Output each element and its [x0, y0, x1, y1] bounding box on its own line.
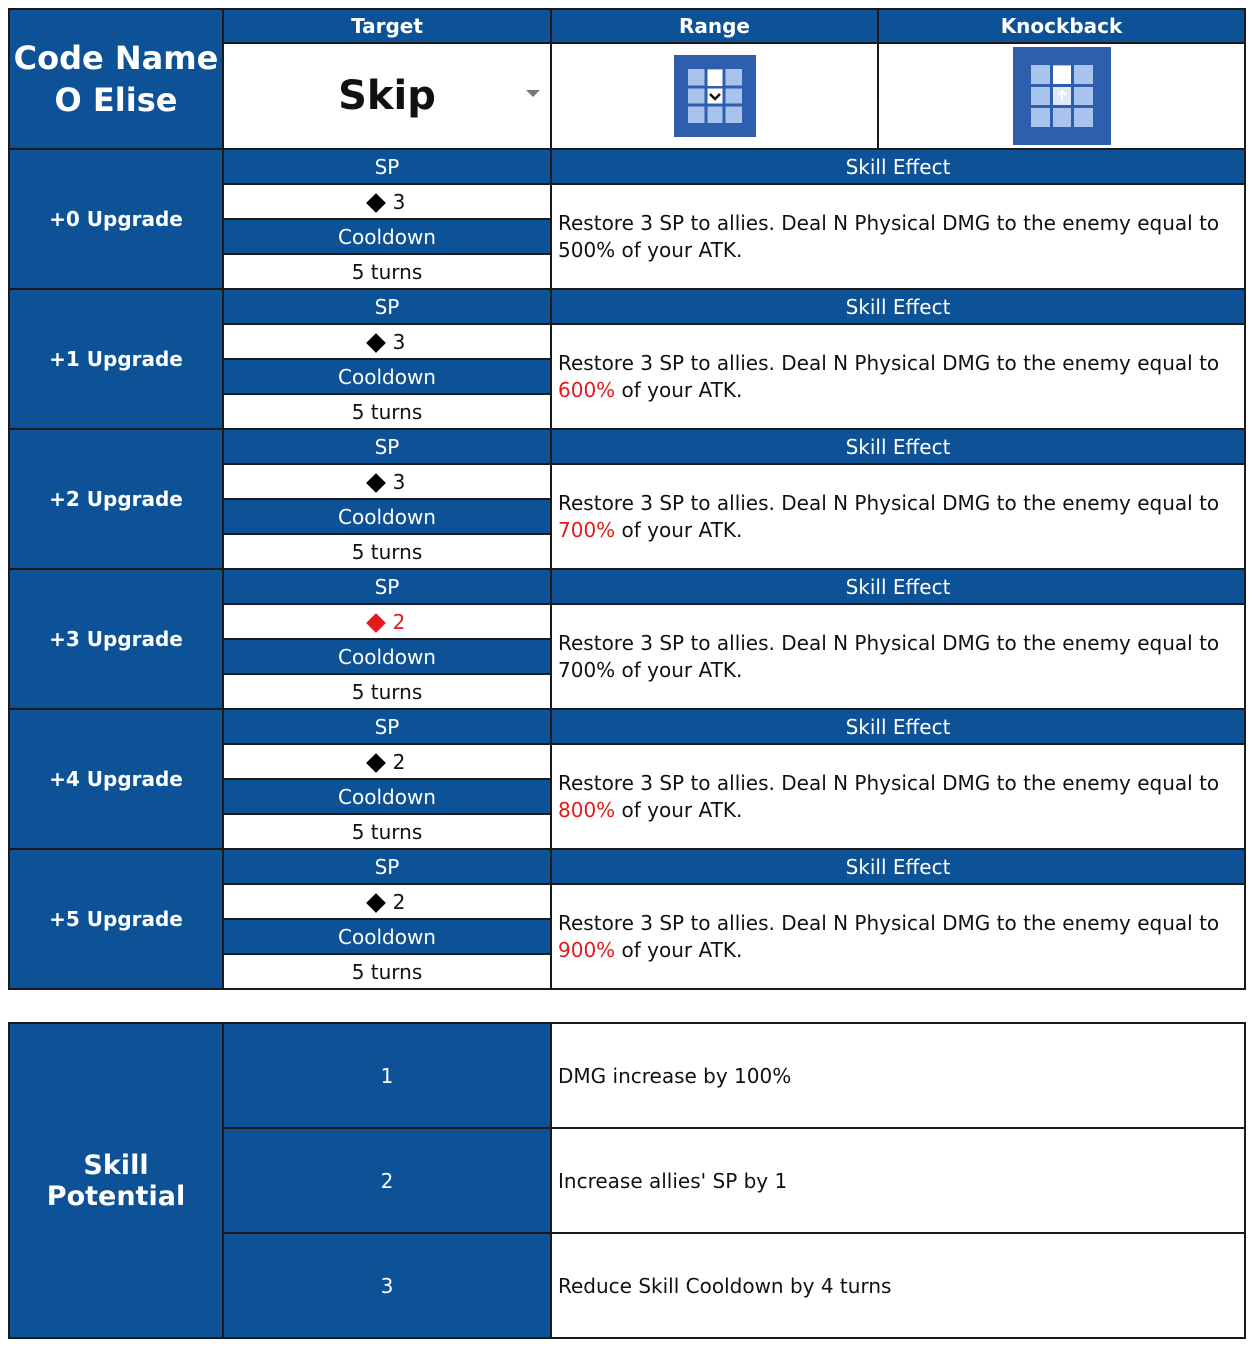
cooldown-header: Cooldown: [223, 639, 551, 674]
skill-effect-header: Skill Effect: [551, 149, 1245, 184]
effect-text-start: Restore 3 SP to allies. Deal N Physical DMG to the enemy equal to: [558, 630, 1220, 655]
effect-text-start: Restore 3 SP to allies. Deal N Physical DMG to the enemy equal to: [558, 350, 1220, 375]
range-header: Range: [551, 9, 878, 43]
effect-text-end: of your ATK.: [615, 377, 743, 402]
cooldown-value: 5 turns: [223, 254, 551, 289]
potential-num-3: 3: [223, 1233, 551, 1338]
sp-diamond-icon: [366, 193, 386, 213]
sp-header: SP: [223, 849, 551, 884]
dropdown-caret-icon[interactable]: [526, 90, 540, 97]
effect-percentage: 700%: [558, 517, 616, 542]
knockback-cell: [878, 43, 1245, 149]
upgrade-label: +3 Upgrade: [9, 569, 223, 709]
sp-diamond-icon: [366, 893, 386, 913]
skill-effect-header: Skill Effect: [551, 849, 1245, 884]
upgrade-label: +4 Upgrade: [9, 709, 223, 849]
effect-text-start: Restore 3 SP to allies. Deal N Physical DMG to the enemy equal to: [558, 210, 1220, 235]
skill-table: [8, 8, 1246, 990]
upgrade-label: +1 Upgrade: [9, 289, 223, 429]
effect-percentage: 800%: [558, 797, 616, 822]
skill-effect-header: Skill Effect: [551, 569, 1245, 604]
sp-cost-cell: [223, 464, 551, 499]
effect-percentage: 600%: [558, 377, 616, 402]
potential-num-2: 2: [223, 1128, 551, 1233]
range-grid-down-arrow-icon: [674, 55, 756, 137]
sp-cost-cell: [223, 604, 551, 639]
cooldown-value: 5 turns: [223, 814, 551, 849]
skill-effect-text: [551, 604, 1245, 709]
sp-header: SP: [223, 149, 551, 184]
sp-cost-value: 3: [392, 329, 406, 354]
effect-text-start: Restore 3 SP to allies. Deal N Physical DMG to the enemy equal to: [558, 910, 1220, 935]
skill-effect-text: [551, 184, 1245, 289]
cooldown-value: 5 turns: [223, 534, 551, 569]
sp-diamond-icon: [366, 613, 386, 633]
sp-cost-value: 2: [392, 609, 406, 634]
cooldown-header: Cooldown: [223, 359, 551, 394]
sp-cost-cell: [223, 184, 551, 219]
skill-effect-text: [551, 744, 1245, 849]
potential-text-3: Reduce Skill Cooldown by 4 turns: [551, 1233, 1245, 1338]
skill-potential-label: Skill Potential: [9, 1023, 223, 1338]
potential-num-1: 1: [223, 1023, 551, 1128]
effect-percentage: 900%: [558, 937, 616, 962]
sp-diamond-icon: [366, 473, 386, 493]
skill-effect-header: Skill Effect: [551, 709, 1245, 744]
sp-header: SP: [223, 569, 551, 604]
cooldown-value: 5 turns: [223, 674, 551, 709]
cooldown-value: 5 turns: [223, 954, 551, 989]
effect-text-end: of your ATK.: [615, 237, 743, 262]
upgrade-label: +5 Upgrade: [9, 849, 223, 989]
skill-effect-header: Skill Effect: [551, 289, 1245, 324]
sp-cost-cell: [223, 884, 551, 919]
effect-text-end: of your ATK.: [615, 797, 743, 822]
knockback-grid-up-arrow-icon: [1013, 47, 1111, 145]
skill-effect-text: [551, 324, 1245, 429]
cooldown-header: Cooldown: [223, 499, 551, 534]
character-name-cell: [9, 9, 223, 149]
effect-percentage: 700%: [558, 657, 616, 682]
skill-effect-text: [551, 884, 1245, 989]
sp-cost-value: 2: [392, 889, 406, 914]
effect-text-end: of your ATK.: [615, 657, 743, 682]
sp-cost-value: 3: [392, 189, 406, 214]
sp-header: SP: [223, 709, 551, 744]
potential-text-1: DMG increase by 100%: [551, 1023, 1245, 1128]
skill-effect-text: [551, 464, 1245, 569]
cooldown-header: Cooldown: [223, 779, 551, 814]
cooldown-header: Cooldown: [223, 219, 551, 254]
upgrade-label: +2 Upgrade: [9, 429, 223, 569]
character-name: Code Name O Elise: [13, 39, 219, 119]
target-header: Target: [223, 9, 551, 43]
sp-cost-value: 2: [392, 749, 406, 774]
effect-text-start: Restore 3 SP to allies. Deal N Physical DMG to the enemy equal to: [558, 490, 1220, 515]
effect-text-end: of your ATK.: [615, 517, 743, 542]
sp-diamond-icon: [366, 333, 386, 353]
knockback-header: Knockback: [878, 9, 1245, 43]
skill-potential-table: [8, 1022, 1246, 1339]
cooldown-value: 5 turns: [223, 394, 551, 429]
skill-effect-header: Skill Effect: [551, 429, 1245, 464]
sp-header: SP: [223, 289, 551, 324]
target-select[interactable]: [223, 43, 551, 149]
effect-percentage: 500%: [558, 237, 616, 262]
target-value: Skip: [338, 73, 436, 119]
effect-text-end: of your ATK.: [615, 937, 743, 962]
sp-cost-cell: [223, 324, 551, 359]
range-cell: [551, 43, 878, 149]
upgrade-rows: [9, 149, 1245, 989]
sp-diamond-icon: [366, 753, 386, 773]
cooldown-header: Cooldown: [223, 919, 551, 954]
potential-text-2: Increase allies' SP by 1: [551, 1128, 1245, 1233]
sp-header: SP: [223, 429, 551, 464]
effect-text-start: Restore 3 SP to allies. Deal N Physical DMG to the enemy equal to: [558, 770, 1220, 795]
sp-cost-value: 3: [392, 469, 406, 494]
upgrade-label: +0 Upgrade: [9, 149, 223, 289]
sp-cost-cell: [223, 744, 551, 779]
